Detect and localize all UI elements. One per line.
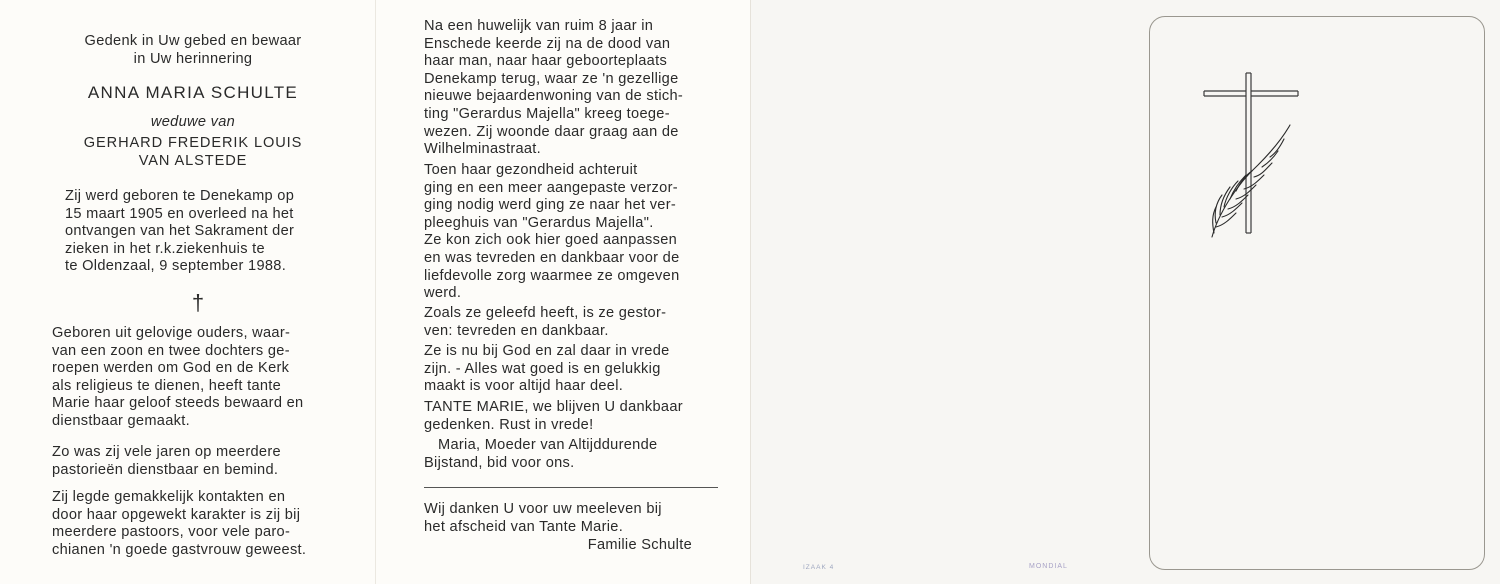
paragraph-hostess (52, 489, 348, 559)
middle-page (375, 0, 750, 584)
husband-line: VAN ALSTEDE (138, 152, 248, 169)
text-line: pastorieën dienstbaar en bemind. (52, 461, 279, 478)
widow-label: weduwe van (150, 114, 236, 130)
text-line: liefdevolle zorg waarmee ze omgeven (424, 267, 680, 284)
text-line: dienstbaar gemaakt. (52, 412, 190, 429)
text-line: Zoals ze geleefd heeft, is ze gestor- (424, 305, 667, 321)
divider (424, 487, 718, 488)
dedication-line: Gedenk in Uw gebed en bewaar (84, 33, 302, 49)
text-line: van een zoon en twee dochters ge- (52, 342, 290, 359)
text-line: Toen haar gezondheid achteruit (424, 162, 638, 178)
text-line: Ze is nu bij God en zal daar in vrede (424, 343, 670, 359)
paragraph-care-home (424, 162, 718, 303)
text-line: Zo was zij vele jaren op meerdere (52, 444, 281, 460)
text-line: meerdere pastoors, voor vele paro- (52, 524, 291, 541)
deceased-name: ANNA MARIA SCHULTE (87, 83, 299, 102)
text-line: Marie haar geloof steeds bewaard en (52, 395, 304, 412)
paragraph-marriage (424, 18, 718, 159)
paragraph-remembrance (424, 399, 718, 434)
dedication-line: in Uw herinnering (133, 50, 253, 67)
text-line: Zij legde gemakkelijk kontakten en (52, 489, 286, 505)
text-line: haar man, naar haar geboorteplaats (424, 53, 668, 70)
text-line: Na een huwelijk van ruim 8 jaar in (424, 18, 654, 34)
text-line: ven: tevreden en dankbaar. (424, 322, 609, 339)
text-line: ging en een meer aangepaste verzor- (424, 179, 678, 196)
text-line: 15 maart 1905 en overleed na het (65, 205, 294, 222)
text-line: Wilhelminastraat. (424, 141, 542, 158)
left-page (0, 0, 375, 584)
text-line: Zij werd geboren te Denekamp op (65, 188, 295, 204)
paragraph-faith (52, 325, 348, 431)
thanks-note (424, 501, 718, 536)
text-line: chianen 'n goede gastvrouw geweest. (52, 541, 307, 558)
cross-with-palm-branch-icon (1196, 65, 1306, 250)
prayer (424, 437, 718, 472)
text-line: te Oldenzaal, 9 september 1988. (65, 258, 287, 275)
cover-page (750, 0, 1500, 584)
text-line: wezen. Zij woonde daar graag aan de (424, 123, 679, 140)
text-line: Maria, Moeder van Altijddurende (438, 437, 658, 453)
paragraph-presbyteries (52, 444, 348, 479)
text-line: Ze kon zich ook hier goed aanpassen (424, 232, 678, 249)
text-line: zieken in het r.k.ziekenhuis te (65, 240, 265, 257)
text-line: als religieus te dienen, heeft tante (52, 377, 282, 394)
watermark-mondial: MONDIAL (1029, 563, 1068, 570)
text-line: nieuwe bejaardenwoning van de stich- (424, 88, 684, 105)
text-line: roepen werden om God en de Kerk (52, 360, 290, 377)
text-line: gedenken. Rust in vrede! (424, 416, 594, 433)
text-line: Wij danken U voor uw meeleven bij (424, 501, 662, 517)
family-signature: Familie Schulte (587, 537, 692, 553)
text-line: ontvangen van het Sakrament der (65, 223, 295, 240)
small-cross-icon: † (191, 290, 205, 315)
text-line: Geboren uit gelovige ouders, waar- (52, 325, 291, 341)
paragraph-with-god (424, 343, 718, 396)
text-line: door haar opgewekt karakter is zij bij (52, 506, 301, 523)
text-line: Denekamp terug, waar ze 'n gezellige (424, 70, 679, 87)
text-line: ging nodig werd ging ze naar het ver- (424, 197, 677, 214)
text-line: TANTE MARIE, we blijven U dankbaar (424, 399, 683, 415)
dedication-text (30, 33, 356, 68)
text-line: Bijstand, bid voor ons. (424, 454, 575, 471)
text-line: en was tevreden en dankbaar voor de (424, 249, 680, 266)
paragraph-passing (424, 305, 718, 340)
husband-name (30, 135, 356, 170)
text-line: maakt is voor altijd haar deel. (424, 378, 624, 395)
printer-mark: IZAAK 4 (803, 564, 835, 571)
text-line: zijn. - Alles wat goed is en gelukkig (424, 360, 661, 377)
text-line: werd. (424, 285, 462, 302)
text-line: ting "Gerardus Majella" kreeg toege- (424, 105, 670, 122)
text-line: pleeghuis van "Gerardus Majella". (424, 214, 654, 231)
text-line: Enschede keerde zij na de dood van (424, 35, 671, 52)
husband-line: GERHARD FREDERIK LOUIS (83, 135, 303, 151)
text-line: het afscheid van Tante Marie. (424, 518, 624, 535)
birth-death-paragraph (65, 188, 330, 276)
